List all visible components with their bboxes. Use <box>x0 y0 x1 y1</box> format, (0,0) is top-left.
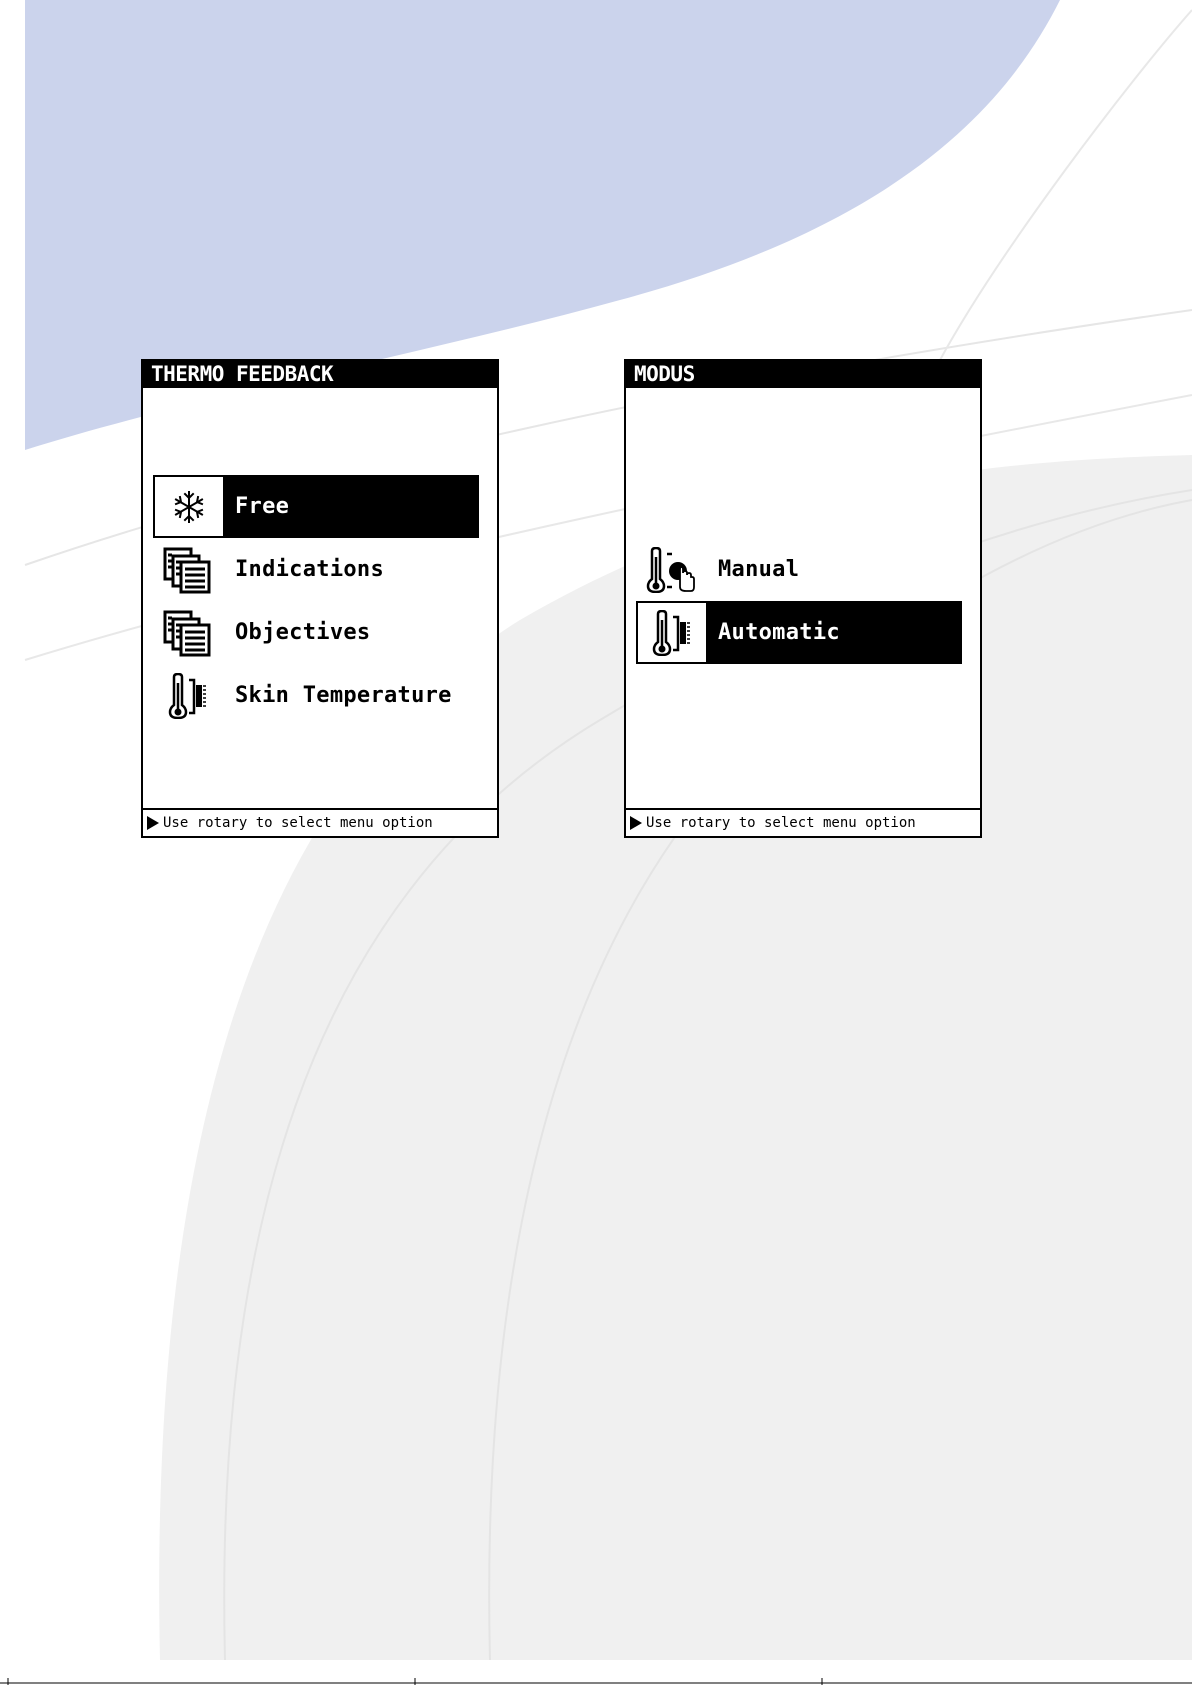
menu-item-manual[interactable] <box>636 538 962 601</box>
menu-item-label: Objectives <box>235 620 371 645</box>
status-hint: Use rotary to select menu option <box>646 815 916 831</box>
menu-item-label: Manual <box>718 557 800 582</box>
play-arrow-icon <box>147 816 159 830</box>
status-bar <box>626 808 980 836</box>
screen-title: MODUS <box>626 361 980 388</box>
screen-title: THERMO FEEDBACK <box>143 361 497 388</box>
menu-item-label: Free <box>235 494 290 519</box>
menu-item-free[interactable] <box>153 475 479 538</box>
menu-item-label: Automatic <box>718 620 840 645</box>
thermometer-icon <box>638 603 706 662</box>
status-hint: Use rotary to select menu option <box>163 815 433 831</box>
menu-item-automatic[interactable] <box>636 601 962 664</box>
document-stack-icon <box>153 601 223 664</box>
play-arrow-icon <box>630 816 642 830</box>
menu-item-objectives[interactable] <box>153 601 479 664</box>
menu-item-skin-temperature[interactable] <box>153 664 479 727</box>
modus-screen <box>624 359 982 838</box>
menu-item-label: Skin Temperature <box>235 683 452 708</box>
document-stack-icon <box>153 538 223 601</box>
status-bar <box>143 808 497 836</box>
thermometer-hand-icon <box>636 538 706 601</box>
menu-item-indications[interactable] <box>153 538 479 601</box>
thermometer-icon <box>153 664 223 727</box>
snowflake-icon <box>155 477 223 536</box>
menu-item-label: Indications <box>235 557 384 582</box>
thermo-feedback-screen <box>141 359 499 838</box>
